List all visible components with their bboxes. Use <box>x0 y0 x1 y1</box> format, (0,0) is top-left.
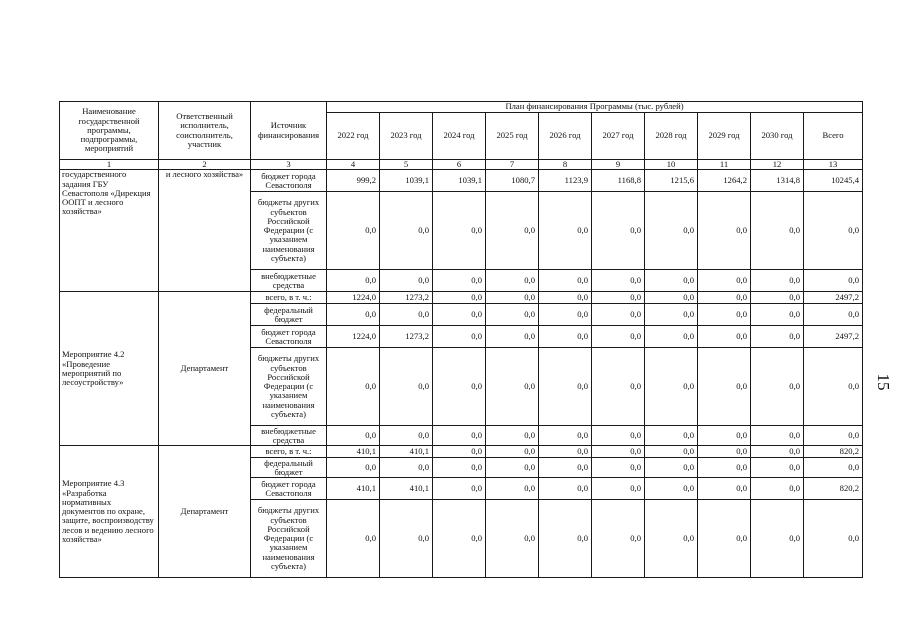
amount-cell: 10245,4 <box>804 170 863 192</box>
amount-cell: 0,0 <box>433 304 486 326</box>
funding-source-cell: бюджет города Севастополя <box>251 478 327 500</box>
amount-cell: 0,0 <box>592 478 645 500</box>
amount-cell: 0,0 <box>327 458 380 478</box>
amount-cell: 0,0 <box>698 326 751 348</box>
amount-cell: 0,0 <box>380 304 433 326</box>
amount-cell: 0,0 <box>327 192 380 270</box>
executor-cell: и лесного хозяйства» <box>159 170 251 292</box>
header-year-cell: 2026 год <box>539 113 592 160</box>
amount-cell: 0,0 <box>592 292 645 304</box>
amount-cell: 0,0 <box>645 326 698 348</box>
table-row <box>60 292 863 304</box>
amount-cell: 0,0 <box>539 348 592 426</box>
amount-cell: 0,0 <box>327 348 380 426</box>
amount-cell: 0,0 <box>751 500 804 578</box>
funding-source-cell: бюджеты других субъектов Российской Федерации (с указанием наименования субъекта) <box>251 192 327 270</box>
amount-cell: 0,0 <box>539 304 592 326</box>
amount-cell: 0,0 <box>539 270 592 292</box>
amount-cell: 1168,8 <box>592 170 645 192</box>
amount-cell: 0,0 <box>751 446 804 458</box>
amount-cell: 0,0 <box>486 478 539 500</box>
header-year-cell: 2022 год <box>327 113 380 160</box>
amount-cell: 1264,2 <box>698 170 751 192</box>
amount-cell: 0,0 <box>698 348 751 426</box>
amount-cell: 0,0 <box>433 446 486 458</box>
amount-cell: 1039,1 <box>380 170 433 192</box>
amount-cell: 0,0 <box>380 458 433 478</box>
header-year-cell: 2024 год <box>433 113 486 160</box>
amount-cell: 0,0 <box>433 326 486 348</box>
amount-cell: 0,0 <box>751 270 804 292</box>
amount-cell: 0,0 <box>539 426 592 446</box>
amount-cell: 0,0 <box>698 458 751 478</box>
amount-cell: 0,0 <box>539 458 592 478</box>
measure-name-cell: Мероприятие 4.3 «Разработка нормативных документов по охране, защите, воспроизводству лесов и ведению лесного хозяйства» <box>60 446 159 578</box>
amount-cell: 0,0 <box>433 292 486 304</box>
amount-cell: 0,0 <box>327 304 380 326</box>
amount-cell: 0,0 <box>380 270 433 292</box>
amount-cell: 0,0 <box>645 304 698 326</box>
funding-source-cell: всего, в т. ч.: <box>251 446 327 458</box>
amount-cell: 2497,2 <box>804 326 863 348</box>
amount-cell: 0,0 <box>698 304 751 326</box>
amount-cell: 0,0 <box>751 426 804 446</box>
amount-cell: 0,0 <box>698 292 751 304</box>
amount-cell: 0,0 <box>698 478 751 500</box>
amount-cell: 0,0 <box>804 304 863 326</box>
column-number-cell: 2 <box>159 160 251 170</box>
amount-cell: 0,0 <box>592 500 645 578</box>
funding-source-cell: всего, в т. ч.: <box>251 292 327 304</box>
funding-source-cell: внебюджетные средства <box>251 426 327 446</box>
amount-cell: 0,0 <box>539 192 592 270</box>
header-year-cell: 2028 год <box>645 113 698 160</box>
amount-cell: 0,0 <box>751 292 804 304</box>
page-number: 15 <box>874 373 893 391</box>
column-number-cell: 11 <box>698 160 751 170</box>
amount-cell: 0,0 <box>433 478 486 500</box>
amount-cell: 1314,8 <box>751 170 804 192</box>
amount-cell: 0,0 <box>486 348 539 426</box>
amount-cell: 0,0 <box>804 426 863 446</box>
amount-cell: 0,0 <box>645 478 698 500</box>
amount-cell: 0,0 <box>539 446 592 458</box>
column-number-cell: 3 <box>251 160 327 170</box>
amount-cell: 0,0 <box>486 304 539 326</box>
table-row <box>60 446 863 458</box>
amount-cell: 0,0 <box>645 192 698 270</box>
amount-cell: 820,2 <box>804 478 863 500</box>
amount-cell: 0,0 <box>433 426 486 446</box>
amount-cell: 0,0 <box>486 458 539 478</box>
table-row <box>60 170 863 192</box>
funding-source-cell: федеральный бюджет <box>251 458 327 478</box>
amount-cell: 0,0 <box>592 270 645 292</box>
header-year-cell: 2027 год <box>592 113 645 160</box>
amount-cell: 0,0 <box>433 500 486 578</box>
amount-cell: 0,0 <box>486 326 539 348</box>
column-number-cell: 5 <box>380 160 433 170</box>
amount-cell: 0,0 <box>539 478 592 500</box>
column-number-cell: 6 <box>433 160 486 170</box>
amount-cell: 0,0 <box>486 426 539 446</box>
funding-source-cell: бюджет города Севастополя <box>251 170 327 192</box>
amount-cell: 1224,0 <box>327 326 380 348</box>
amount-cell: 410,1 <box>380 446 433 458</box>
amount-cell: 0,0 <box>804 270 863 292</box>
amount-cell: 0,0 <box>592 326 645 348</box>
column-number-cell: 4 <box>327 160 380 170</box>
measure-name-cell: государственного задания ГБУ Севастополя «Дирекция ООПТ и лесного хозяйства» <box>60 170 159 292</box>
amount-cell: 0,0 <box>645 458 698 478</box>
amount-cell: 0,0 <box>486 500 539 578</box>
header-year-cell: 2029 год <box>698 113 751 160</box>
amount-cell: 0,0 <box>327 500 380 578</box>
amount-cell: 0,0 <box>539 326 592 348</box>
amount-cell: 0,0 <box>645 348 698 426</box>
amount-cell: 0,0 <box>433 270 486 292</box>
amount-cell: 0,0 <box>804 500 863 578</box>
amount-cell: 0,0 <box>486 446 539 458</box>
amount-cell: 410,1 <box>327 446 380 458</box>
amount-cell: 0,0 <box>592 446 645 458</box>
amount-cell: 0,0 <box>486 270 539 292</box>
header-year-cell: 2025 год <box>486 113 539 160</box>
amount-cell: 1273,2 <box>380 326 433 348</box>
amount-cell: 1039,1 <box>433 170 486 192</box>
amount-cell: 1273,2 <box>380 292 433 304</box>
amount-cell: 0,0 <box>486 292 539 304</box>
amount-cell: 0,0 <box>804 458 863 478</box>
header-year-cell: 2023 год <box>380 113 433 160</box>
amount-cell: 0,0 <box>751 192 804 270</box>
amount-cell: 999,2 <box>327 170 380 192</box>
amount-cell: 0,0 <box>433 348 486 426</box>
amount-cell: 0,0 <box>380 426 433 446</box>
amount-cell: 0,0 <box>698 426 751 446</box>
amount-cell: 0,0 <box>751 458 804 478</box>
amount-cell: 410,1 <box>327 478 380 500</box>
amount-cell: 0,0 <box>751 326 804 348</box>
amount-cell: 0,0 <box>645 500 698 578</box>
amount-cell: 0,0 <box>645 270 698 292</box>
amount-cell: 1123,9 <box>539 170 592 192</box>
amount-cell: 0,0 <box>698 192 751 270</box>
amount-cell: 1215,6 <box>645 170 698 192</box>
table-body <box>60 170 863 578</box>
header-year-cell: 2030 год <box>751 113 804 160</box>
amount-cell: 0,0 <box>804 348 863 426</box>
amount-cell: 820,2 <box>804 446 863 458</box>
header-column-numbers-row <box>60 160 863 170</box>
funding-source-cell: бюджет города Севастополя <box>251 326 327 348</box>
column-number-cell: 10 <box>645 160 698 170</box>
amount-cell: 410,1 <box>380 478 433 500</box>
amount-cell: 0,0 <box>380 500 433 578</box>
amount-cell: 0,0 <box>486 192 539 270</box>
column-number-cell: 1 <box>60 160 159 170</box>
amount-cell: 0,0 <box>645 446 698 458</box>
column-number-cell: 8 <box>539 160 592 170</box>
executor-cell: Департамент <box>159 292 251 446</box>
amount-cell: 1080,7 <box>486 170 539 192</box>
amount-cell: 0,0 <box>592 304 645 326</box>
header-year-cell: Всего <box>804 113 863 160</box>
amount-cell: 0,0 <box>327 270 380 292</box>
funding-source-cell: федеральный бюджет <box>251 304 327 326</box>
financing-plan-table <box>59 101 863 578</box>
amount-cell: 0,0 <box>539 292 592 304</box>
header-source-column: Источник финансирования <box>251 102 327 160</box>
amount-cell: 0,0 <box>380 348 433 426</box>
funding-source-cell: бюджеты других субъектов Российской Федерации (с указанием наименования субъекта) <box>251 500 327 578</box>
amount-cell: 2497,2 <box>804 292 863 304</box>
amount-cell: 0,0 <box>751 478 804 500</box>
amount-cell: 0,0 <box>645 292 698 304</box>
amount-cell: 0,0 <box>804 192 863 270</box>
column-number-cell: 9 <box>592 160 645 170</box>
amount-cell: 0,0 <box>592 192 645 270</box>
amount-cell: 0,0 <box>380 192 433 270</box>
amount-cell: 0,0 <box>751 304 804 326</box>
column-number-cell: 7 <box>486 160 539 170</box>
amount-cell: 0,0 <box>433 192 486 270</box>
funding-source-cell: бюджеты других субъектов Российской Федерации (с указанием наименования субъекта) <box>251 348 327 426</box>
executor-cell: Департамент <box>159 446 251 578</box>
column-number-cell: 12 <box>751 160 804 170</box>
amount-cell: 0,0 <box>592 458 645 478</box>
amount-cell: 0,0 <box>592 426 645 446</box>
funding-source-cell: внебюджетные средства <box>251 270 327 292</box>
amount-cell: 0,0 <box>592 348 645 426</box>
header-executor-column: Ответственный исполнитель, соисполнитель, участник <box>159 102 251 160</box>
amount-cell: 0,0 <box>645 426 698 446</box>
amount-cell: 0,0 <box>698 270 751 292</box>
header-plan-title: План финансирования Программы (тыс. рублей) <box>327 102 863 113</box>
measure-name-cell: Мероприятие 4.2 «Проведение мероприятий по лесоустройству» <box>60 292 159 446</box>
header-name-column: Наименование государственной программы, подпрограммы, мероприятий <box>60 102 159 160</box>
amount-cell: 0,0 <box>539 500 592 578</box>
amount-cell: 0,0 <box>751 348 804 426</box>
amount-cell: 0,0 <box>433 458 486 478</box>
amount-cell: 0,0 <box>698 446 751 458</box>
amount-cell: 1224,0 <box>327 292 380 304</box>
amount-cell: 0,0 <box>327 426 380 446</box>
column-number-cell: 13 <box>804 160 863 170</box>
amount-cell: 0,0 <box>698 500 751 578</box>
